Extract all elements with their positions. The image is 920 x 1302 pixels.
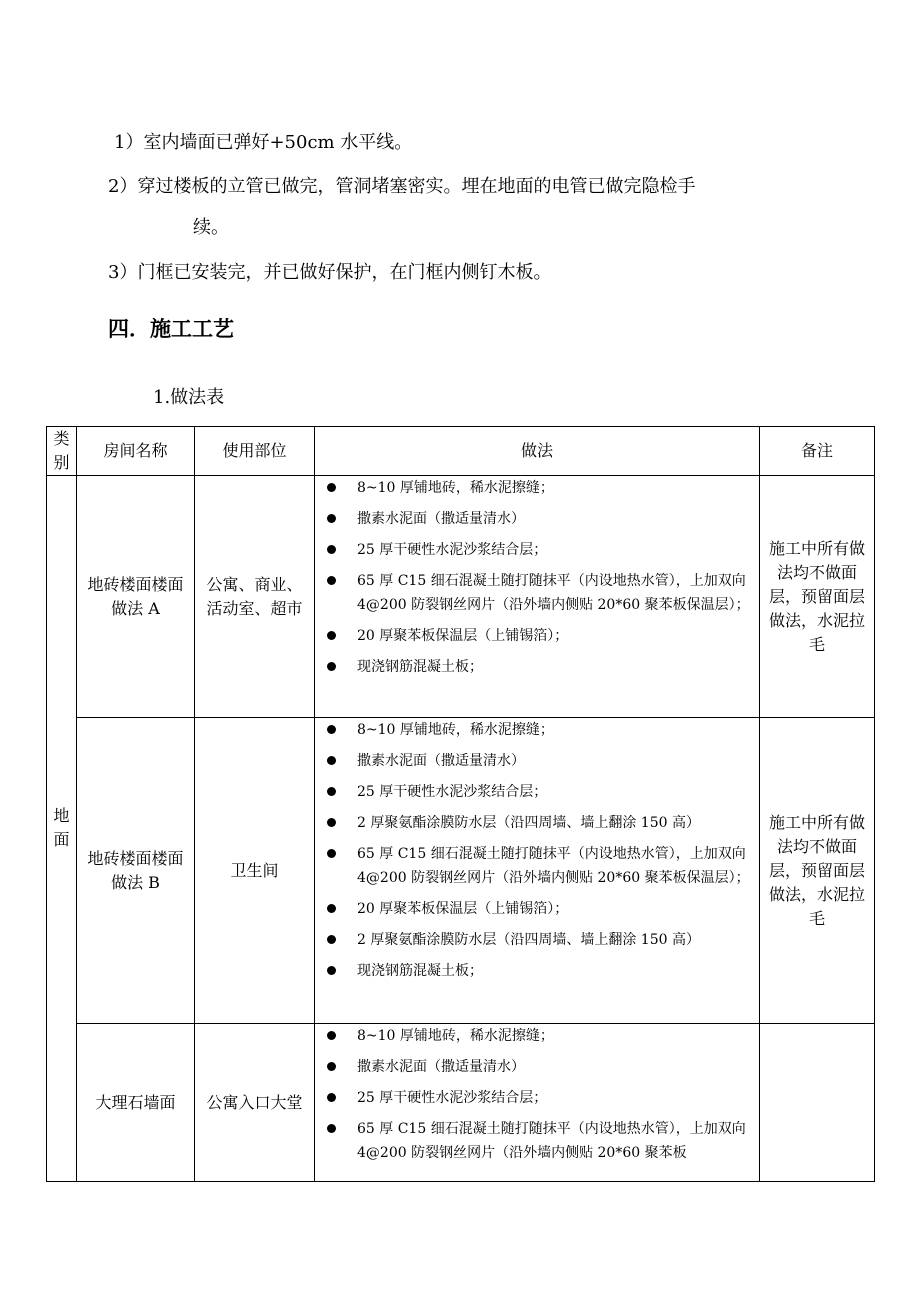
prep-item-1: 1）室内墙面已弹好+50cm 水平线。 bbox=[114, 132, 413, 153]
prep-item-2-continued: 续。 bbox=[193, 217, 229, 238]
table-header-row bbox=[47, 427, 875, 476]
method-step: 现浇钢筋混凝土板； bbox=[319, 959, 751, 983]
bullet-icon bbox=[327, 514, 336, 523]
header-category: 类别 bbox=[47, 427, 77, 476]
bullet-icon bbox=[327, 1031, 336, 1040]
bullet-icon bbox=[327, 966, 336, 975]
prep-item-3: 3）门框已安装完，并已做好保护，在门框内侧钉木板。 bbox=[108, 262, 552, 283]
table-row bbox=[47, 718, 875, 1024]
room-name-cell: 地砖楼面楼面做法 A bbox=[77, 476, 195, 718]
header-remark: 备注 bbox=[760, 427, 875, 476]
subsection-heading: 1.做法表 bbox=[153, 387, 225, 408]
header-method: 做法 bbox=[315, 427, 760, 476]
header-room-name: 房间名称 bbox=[77, 427, 195, 476]
bullet-icon bbox=[327, 756, 336, 765]
method-step: 25 厚干硬性水泥沙浆结合层； bbox=[319, 538, 751, 562]
bullet-icon bbox=[327, 576, 336, 585]
method-cell bbox=[315, 476, 760, 718]
method-step: 8~10 厚铺地砖，稀水泥擦缝； bbox=[319, 476, 751, 500]
method-step: 撒素水泥面（撒适量清水） bbox=[319, 507, 751, 531]
bullet-icon bbox=[327, 818, 336, 827]
method-step: 撒素水泥面（撒适量清水） bbox=[319, 749, 751, 773]
method-step: 20 厚聚苯板保温层（上铺锡箔）； bbox=[319, 624, 751, 648]
bullet-icon bbox=[327, 1062, 336, 1071]
method-step: 65 厚 C15 细石混凝土随打随抹平（内设地热水管），上加双向 4@200 防裂钢丝网片（沿外墙内侧贴 20*60 聚苯板保温层）； bbox=[319, 569, 751, 617]
method-step: 撒素水泥面（撒适量清水） bbox=[319, 1055, 751, 1079]
method-step: 2 厚聚氨酯涂膜防水层（沿四周墙、墙上翻涂 150 高） bbox=[319, 811, 751, 835]
method-step: 8~10 厚铺地砖，稀水泥擦缝； bbox=[319, 718, 751, 742]
bullet-icon bbox=[327, 483, 336, 492]
method-step-list bbox=[319, 1024, 751, 1165]
method-step: 2 厚聚氨酯涂膜防水层（沿四周墙、墙上翻涂 150 高） bbox=[319, 928, 751, 952]
bullet-icon bbox=[327, 1093, 336, 1102]
bullet-icon bbox=[327, 787, 336, 796]
method-step: 65 厚 C15 细石混凝土随打随抹平（内设地热水管），上加双向 4@200 防裂钢丝网片（沿外墙内侧贴 20*60 聚苯板 bbox=[319, 1117, 751, 1165]
prep-item-2: 2）穿过楼板的立管已做完，管洞堵塞密实。埋在地面的电管已做完隐检手 bbox=[108, 176, 696, 197]
method-step: 25 厚干硬性水泥沙浆结合层； bbox=[319, 1086, 751, 1110]
method-cell bbox=[315, 718, 760, 1024]
bullet-icon bbox=[327, 1124, 336, 1133]
header-usage: 使用部位 bbox=[195, 427, 315, 476]
method-step-list bbox=[319, 476, 751, 679]
usage-cell: 卫生间 bbox=[195, 718, 315, 1024]
method-step: 现浇钢筋混凝土板； bbox=[319, 655, 751, 679]
method-table bbox=[46, 426, 875, 1182]
bullet-icon bbox=[327, 849, 336, 858]
method-step: 25 厚干硬性水泥沙浆结合层； bbox=[319, 780, 751, 804]
method-step-list bbox=[319, 718, 751, 983]
room-name-cell: 大理石墙面 bbox=[77, 1024, 195, 1182]
bullet-icon bbox=[327, 545, 336, 554]
bullet-icon bbox=[327, 904, 336, 913]
remark-cell bbox=[760, 1024, 875, 1182]
remark-cell: 施工中所有做法均不做面层，预留面层做法，水泥拉毛 bbox=[760, 476, 875, 718]
method-step: 20 厚聚苯板保温层（上铺锡箔）； bbox=[319, 897, 751, 921]
bullet-icon bbox=[327, 935, 336, 944]
table-row bbox=[47, 1024, 875, 1182]
method-cell bbox=[315, 1024, 760, 1182]
method-step: 65 厚 C15 细石混凝土随打随抹平（内设地热水管），上加双向 4@200 防裂钢丝网片（沿外墙内侧贴 20*60 聚苯板保温层）； bbox=[319, 842, 751, 890]
bullet-icon bbox=[327, 631, 336, 640]
bullet-icon bbox=[327, 662, 336, 671]
room-name-cell: 地砖楼面楼面做法 B bbox=[77, 718, 195, 1024]
usage-cell: 公寓入口大堂 bbox=[195, 1024, 315, 1182]
bullet-icon bbox=[327, 725, 336, 734]
method-step: 8~10 厚铺地砖，稀水泥擦缝； bbox=[319, 1024, 751, 1048]
category-cell: 地面 bbox=[47, 476, 77, 1182]
section-heading: 四．施工工艺 bbox=[108, 317, 234, 341]
table-row bbox=[47, 476, 875, 718]
remark-cell: 施工中所有做法均不做面层，预留面层做法，水泥拉毛 bbox=[760, 718, 875, 1024]
usage-cell: 公寓、商业、活动室、超市 bbox=[195, 476, 315, 718]
